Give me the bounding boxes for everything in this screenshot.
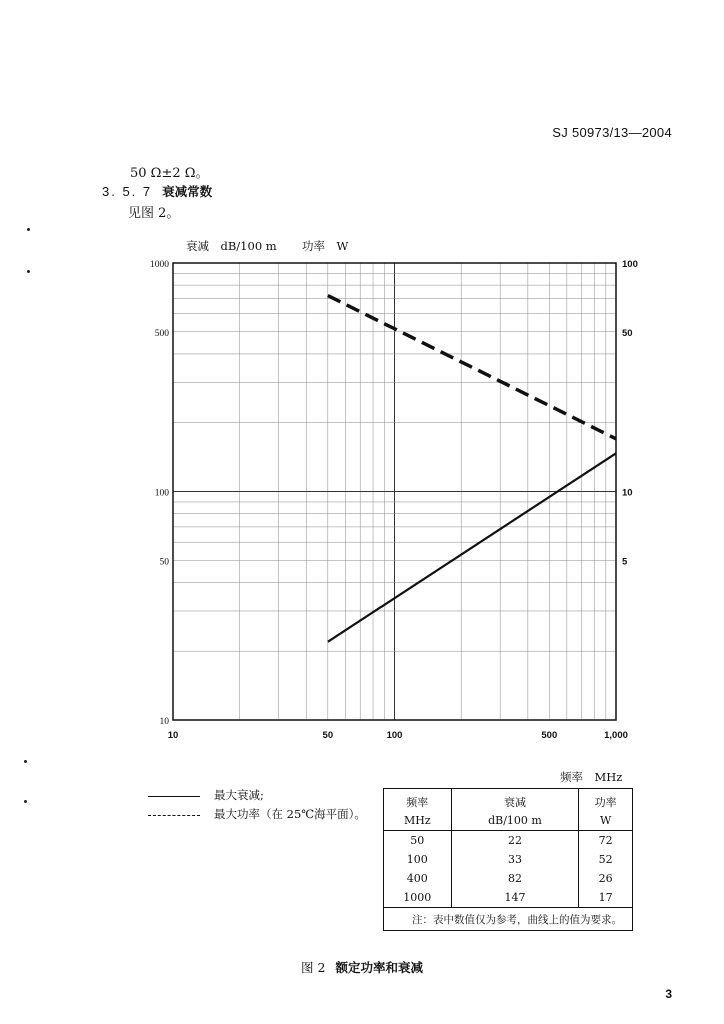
y-left-tick-label: 100 xyxy=(154,488,169,499)
x-tick-label: 10 xyxy=(167,730,179,741)
y-right-axis-label: 功率 W xyxy=(302,239,349,253)
table-unit-power: W xyxy=(579,811,633,831)
margin-mark xyxy=(24,800,27,803)
table-cell: 26 xyxy=(579,869,633,888)
table-header-atten: 衰减 xyxy=(451,789,579,812)
table-cell: 100 xyxy=(406,853,428,866)
legend-item-attenuation xyxy=(148,787,264,803)
legend-dashed-line xyxy=(148,815,200,816)
reference-table xyxy=(383,788,633,931)
table-cell: 147 xyxy=(451,888,579,908)
table-row xyxy=(384,869,633,888)
y-right-tick-label: 100 xyxy=(622,259,638,270)
figure-caption xyxy=(0,958,724,976)
y-left-tick-label: 1000 xyxy=(150,260,169,270)
page-number: 3 xyxy=(665,987,672,1001)
y-right-tick-label: 10 xyxy=(622,487,633,499)
x-tick-label: 100 xyxy=(386,730,403,741)
table-header-freq: 频率 xyxy=(384,789,452,812)
table-row xyxy=(384,888,633,908)
table-row xyxy=(384,831,633,851)
y-left-tick-label: 500 xyxy=(154,328,169,339)
x-tick-label: 500 xyxy=(541,730,558,741)
y-left-axis-label: 衰减 dB/100 m xyxy=(186,239,277,253)
section-title: 衰减常数 xyxy=(162,184,213,199)
impedance-text: 50 Ω±2 Ω。 xyxy=(130,166,209,181)
table-cell: 22 xyxy=(451,831,579,851)
table-cell: 72 xyxy=(579,831,633,851)
margin-mark xyxy=(24,760,27,763)
see-figure-text: 见图 2。 xyxy=(128,206,180,221)
legend-item-power xyxy=(148,806,366,822)
table-unit-freq: MHz xyxy=(384,811,452,831)
x-axis-label: 频率 MHz xyxy=(560,770,623,784)
table-unit-atten: dB/100 m xyxy=(451,811,579,831)
y-left-tick-label: 10 xyxy=(159,717,169,727)
table-cell: 1000 xyxy=(403,891,432,904)
document-code: SJ 50973/13—2004 xyxy=(552,125,672,140)
y-left-tick-label: 50 xyxy=(159,557,169,568)
table-cell: 17 xyxy=(579,888,633,908)
table-row xyxy=(384,850,633,869)
section-number: 3. 5. 7 xyxy=(102,184,153,199)
figure-number: 图 2 xyxy=(301,960,326,975)
table-cell: 82 xyxy=(451,869,579,888)
table-note: 注：表中数值仅为参考，曲线上的值为要求。 xyxy=(384,908,633,931)
legend-solid-line xyxy=(148,796,200,797)
table-cell: 52 xyxy=(579,850,633,869)
table-cell: 33 xyxy=(451,850,579,869)
series-line-max-power xyxy=(328,296,616,439)
y-right-tick-label: 5 xyxy=(622,556,628,568)
margin-mark xyxy=(27,228,30,231)
series-line-max-attenuation xyxy=(328,453,616,642)
margin-mark xyxy=(27,270,30,273)
y-right-tick-label: 50 xyxy=(622,327,633,339)
legend-label-attenuation: 最大衰减; xyxy=(214,788,264,802)
table-header-power: 功率 xyxy=(579,789,633,812)
attenuation-power-chart xyxy=(140,255,640,745)
x-tick-label: 1,000 xyxy=(604,730,628,741)
x-tick-label: 50 xyxy=(322,730,334,741)
table-cell: 400 xyxy=(406,872,428,885)
legend-label-power: 最大功率（在 25℃海平面）。 xyxy=(214,807,366,821)
section-heading xyxy=(102,182,212,200)
table-cell: 50 xyxy=(410,834,425,847)
figure-title: 额定功率和衰减 xyxy=(335,960,423,975)
